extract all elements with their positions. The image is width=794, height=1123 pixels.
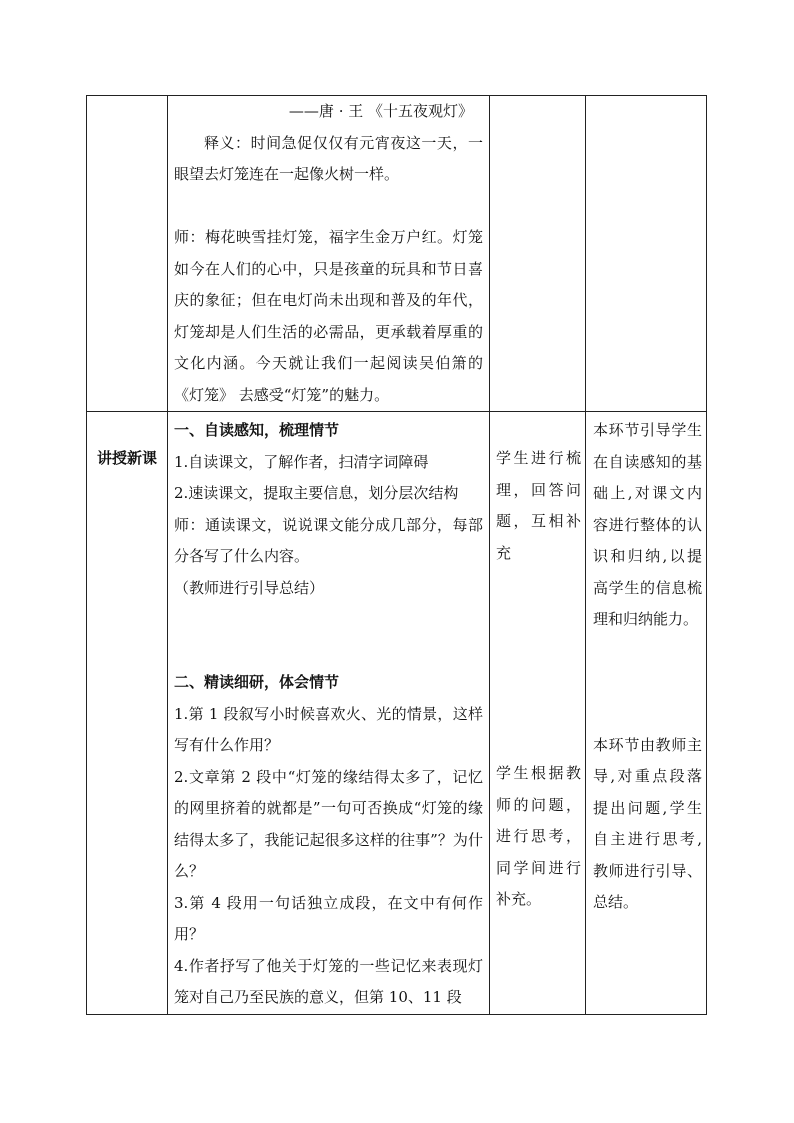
poem-meaning: 释义：时间急促仅仅有元宵夜这一天，一眼望去灯笼连在一起像火树一样。 (174, 133, 483, 183)
section2-q1: 1.第 1 段叙写小时候喜欢火、光的情景，这样写有什么作用？ (174, 704, 483, 754)
row2-label-cell (87, 412, 168, 1015)
lesson-plan-table (86, 95, 707, 1015)
row2-student-cell (490, 412, 586, 1015)
section1-heading: 一、自读感知，梳理情节 (174, 421, 340, 439)
section-label: 讲授新课 (96, 449, 157, 467)
table-row (87, 412, 707, 1015)
student-activity-1: 学生进行梳理，回答问题，互相补充 (496, 449, 581, 562)
section1-teacher: 师：通读课文，说说课文能分成几部分，每部分各写了什么内容。 (174, 515, 483, 565)
poem-attribution: ——唐 · 王 《十五夜观灯》 (288, 102, 473, 120)
row1-label-cell (87, 96, 168, 412)
design-purpose-1: 本环节引导学生在自读感知的基础上,对课文内容进行整体的认识和归纳,以提高学生的信息梳理和归纳能力。 (593, 421, 702, 628)
section1-item2: 2.速读课文，提取主要信息，划分层次结构 (174, 484, 459, 502)
design-purpose-2: 本环节由教师主导,对重点段落提出问题,学生自主进行思考,教师进行引导、总结。 (593, 735, 702, 911)
row2-content-cell (168, 412, 490, 1015)
row2-purpose-cell (586, 412, 707, 1015)
table-row (87, 96, 707, 412)
row1-student-cell (490, 96, 586, 412)
section2-heading: 二、精读细研，体会情节 (174, 673, 340, 691)
section1-note: （教师进行引导总结） (174, 578, 325, 597)
section2-q4: 4.作者抒写了他关于灯笼的一些记忆来表现灯笼对自己乃至民族的意义，但第 10、11 段 (174, 956, 483, 1006)
row1-content-cell (168, 96, 490, 412)
teacher-intro: 师：梅花映雪挂灯笼，福字生金万户红。灯笼如今在人们的心中，只是孩童的玩具和节日喜庆的象征；但在电灯尚未出现和普及的年代，灯笼却是人们生活的必需品，更承载着厚重的文化内涵。今天就让我们一起阅读吴伯箫的《灯笼》 去感受“灯笼”的魅力。 (174, 228, 483, 404)
row1-purpose-cell (586, 96, 707, 412)
section1-item1: 1.自读课文，了解作者，扫清字词障碍 (174, 452, 429, 471)
section2-q2: 2.文章第 2 段中“灯笼的缘结得太多了，记忆的网里挤着的就都是”一句可否换成“灯笼的缘结得太多了，我能记起很多这样的往事”？为什么？ (174, 767, 483, 880)
section2-q3: 3.第 4 段用一句话独立成段，在文中有何作用？ (174, 893, 483, 943)
student-activity-2: 学生根据教师的问题，进行思考，同学间进行补充。 (496, 764, 581, 908)
